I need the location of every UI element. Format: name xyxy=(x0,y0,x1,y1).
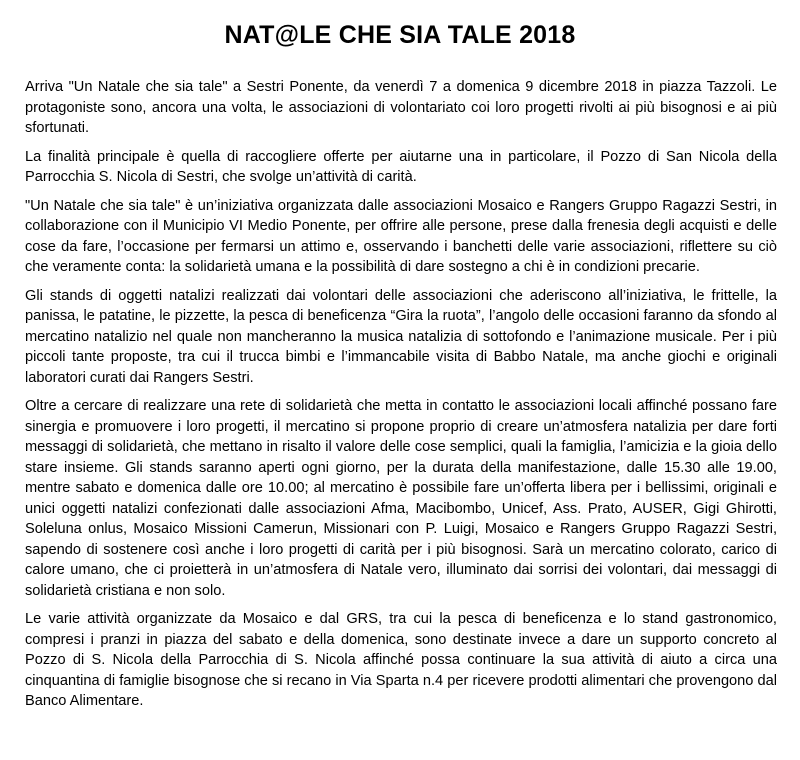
document-title: NAT@LE CHE SIA TALE 2018 xyxy=(224,21,576,49)
document-body xyxy=(25,77,777,720)
paragraph-activities: Le varie attività organizzate da Mosaico e dal GRS, tra cui la pesca di beneficenza e lo stand gastronomico, compresi i pranzi in piazza del sabato e della domenica, sono destinate invece a dare un supporto concreto al Pozzo di S. Nicola della Parrocchia di S. Nicola affinché possa continuare la sua attività di aiuto a circa una cinquantina di famiglie bisognose che si recano in Via Sparta n.4 per ricevere prodotti alimentari che provengono dal Banco Alimentare. xyxy=(25,611,777,709)
paragraph-purpose: La finalità principale è quella di raccogliere offerte per aiutarne una in particolare, il Pozzo di San Nicola della Parrocchia S. Nicola di Sestri, che svolge un’attività di carità. xyxy=(25,148,777,185)
paragraph-solidarity: Oltre a cercare di realizzare una rete di solidarietà che metta in contatto le associazioni locali affinché possano fare sinergia e promuovere i loro progetti, il mercatino si propone proprio di creare un’atmosfera natalizia per dare forti messaggi di solidarietà, che mettano in risalto il valore delle cose semplici, quali la famiglia, l’amicizia e la gioia dello stare insieme. Gli stands saranno aperti ogni giorno, per la durata della manifestazione, dalle 15.30 alle 19.00, mentre sabato e domenica dalle ore 10.00; al mercatino è possibile fare un’offerta libera per i bellissimi, originali e unici oggetti natalizi confezionati dalle associazioni Afma, Macibombo, Unicef, Ass. Prato, AUSER, Gigi Ghirotti, Soleluna onlus, Mosaico Missioni Camerun, Missionari con P. Luigi, Mosaico e Rangers Gruppo Ragazzi Sestri, sapendo di sostenere così anche i loro progetti di carità per i più bisognosi. Sarà un mercatino colorato, carico di calore umano, che ci proietterà in un’atmosfera di Natale vero, illuminato dai sorrisi dei volontari, dai messaggi di solidarietà cristiana e non solo. xyxy=(25,398,777,599)
paragraph-intro: Arriva "Un Natale che sia tale" a Sestri Ponente, da venerdì 7 a domenica 9 dicembre 2018 in piazza Tazzoli. Le protagoniste sono, ancora una volta, le associazioni di volontariato coi loro progetti rivolti ai più bisognosi e ai più sfortunati. xyxy=(25,79,777,136)
paragraph-initiative: "Un Natale che sia tale" è un’iniziativa organizzata dalle associazioni Mosaico e Rangers Gruppo Ragazzi Sestri, in collaborazione con il Municipio VI Medio Ponente, per offrire alle persone, prese dalla frenesia degli acquisti e delle cose da fare, l’occasione per fermarsi un attimo e, osservando i banchetti delle varie associazioni, riflettere su ciò che veramente conta: la solidarietà umana e la possibilità di dare sostegno a chi è in condizioni precarie. xyxy=(25,197,777,275)
paragraph-stands: Gli stands di oggetti natalizi realizzati dai volontari delle associazioni che aderiscono all’iniziativa, le frittelle, la panissa, le patatine, le pizzette, la pesca di beneficenza “Gira la ruota”, l’angolo delle occasioni faranno da sfondo al mercatino natalizio nel quale non mancheranno la musica natalizia di sottofondo e l’animazione musicale. Per i più piccoli tante proposte, tra cui il trucca bimbi e l’immancabile visita di Babbo Natale, ma anche giochi e originali laboratori curati dai Rangers Sestri. xyxy=(25,287,777,386)
